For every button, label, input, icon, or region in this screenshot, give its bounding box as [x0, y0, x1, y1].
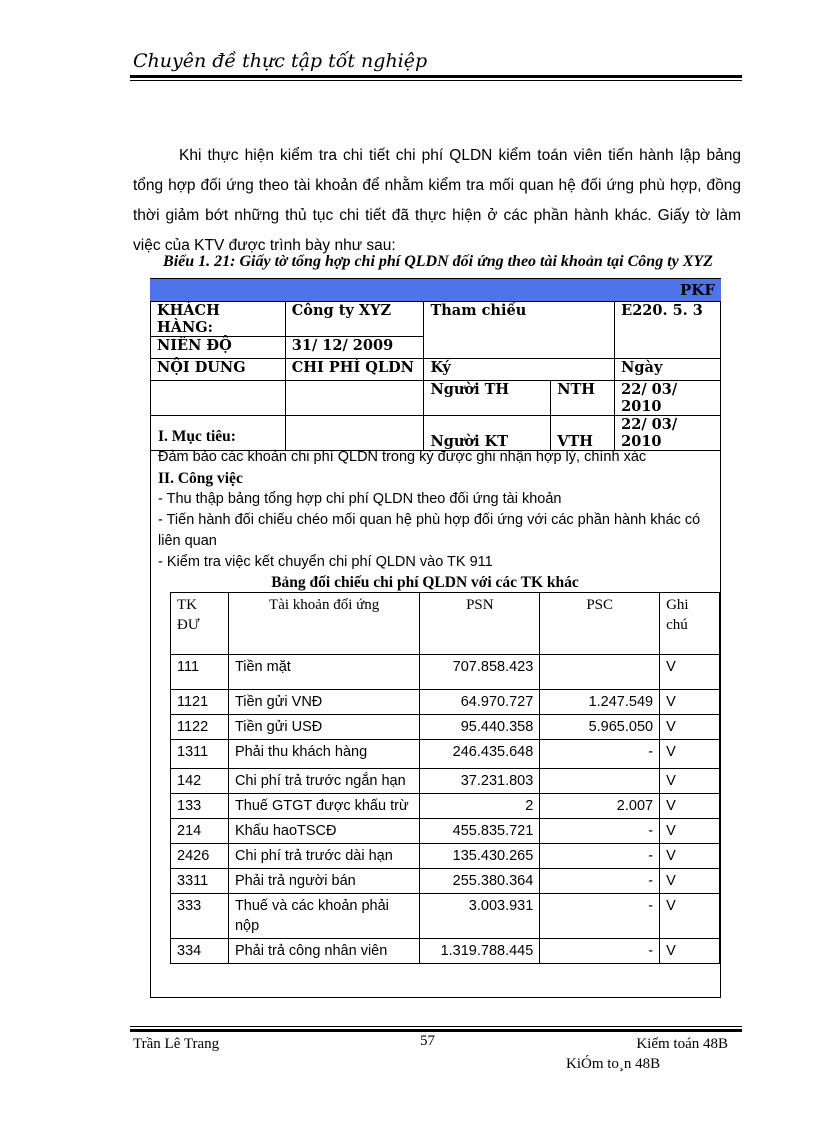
blank-cell	[151, 381, 286, 416]
preparer-value: NTH	[551, 381, 615, 416]
cell-credit: 2.007	[540, 794, 660, 819]
cell-note: V	[660, 690, 720, 715]
objective-text: Đảm bảo các khoản chi phí QLDN trong kỳ được ghi nhận hợp lý, chính xác	[158, 449, 647, 465]
client-label: KHÁCH HÀNG:	[151, 302, 286, 337]
blank-cell	[285, 381, 424, 416]
cell-account: 1121	[171, 690, 229, 715]
footer-rule-thick	[130, 1029, 742, 1032]
col-header-note: Ghi chú	[660, 593, 720, 655]
page-number: 57	[420, 1033, 435, 1049]
objectives-and-work	[158, 426, 716, 573]
preparer-date: 22/ 03/ 2010	[615, 381, 721, 416]
cell-credit: 1.247.549	[540, 690, 660, 715]
table-row	[171, 819, 720, 844]
cell-name: Phải trả công nhân viên	[228, 939, 419, 964]
cell-debit: 1.319.788.445	[420, 939, 540, 964]
header-rule-thin	[130, 80, 742, 81]
cell-account: 142	[171, 769, 229, 794]
cell-credit: -	[540, 869, 660, 894]
footer-rule-thin	[130, 1026, 742, 1027]
header-rule-thick	[130, 75, 742, 78]
footer-class: Kiểm toán 48B	[636, 1036, 728, 1052]
work-item: - Tiến hành đối chiếu chéo mối quan hệ phù hợp đối ứng với các phần hành khác có liên quan	[158, 512, 701, 549]
reviewer-label: Người KT	[424, 416, 551, 451]
footer-class-garbled: KiÓm to¸n 48B	[566, 1056, 661, 1072]
cell-note: V	[660, 769, 720, 794]
cell-name: Phải trả người bán	[228, 869, 419, 894]
cell-account: 1311	[171, 740, 229, 769]
work-item: - Thu thập bảng tổng hợp chi phí QLDN theo đối ứng tài khoản	[158, 491, 562, 507]
table-row	[171, 894, 720, 939]
cell-debit: 2	[420, 794, 540, 819]
table-row	[171, 715, 720, 740]
table-row	[171, 939, 720, 964]
col-header-debit: PSN	[420, 593, 540, 655]
cell-credit: -	[540, 894, 660, 939]
col-header-credit: PSC	[540, 593, 660, 655]
footer-author: Trần Lê Trang	[133, 1036, 220, 1052]
cell-name: Chi phí trả trước dài hạn	[228, 844, 419, 869]
cell-name: Tiền gửi VNĐ	[228, 690, 419, 715]
cell-debit: 135.430.265	[420, 844, 540, 869]
cell-credit: 5.965.050	[540, 715, 660, 740]
table-header-row	[171, 593, 720, 655]
firm-name: PKF	[680, 281, 715, 299]
table-row	[171, 794, 720, 819]
work-item: - Kiểm tra việc kết chuyển chi phí QLDN vào TK 911	[158, 554, 493, 570]
cell-note: V	[660, 894, 720, 939]
cell-credit: -	[540, 819, 660, 844]
cell-note: V	[660, 844, 720, 869]
page-header-title: Chuyên đề thực tập tốt nghiệp	[133, 50, 428, 72]
cell-name: Thuế GTGT được khấu trừ	[228, 794, 419, 819]
cell-debit: 3.003.931	[420, 894, 540, 939]
col-header-account: TK ĐƯ	[171, 593, 229, 655]
year-label: NIÊN ĐỘ	[151, 337, 286, 359]
reconciliation-table	[170, 592, 720, 964]
work-title: II. Công việc	[158, 470, 243, 487]
table-row	[171, 844, 720, 869]
cell-account: 1122	[171, 715, 229, 740]
cell-note: V	[660, 655, 720, 690]
cell-credit: -	[540, 740, 660, 769]
cell-name: Phải thu khách hàng	[228, 740, 419, 769]
reviewer-value: VTH	[551, 416, 615, 451]
objective-title: I. Mục tiêu:	[158, 428, 236, 445]
preparer-label: Người TH	[424, 381, 551, 416]
reconciliation-title: Bảng đối chiếu chi phí QLDN với các TK khác	[271, 574, 579, 591]
reviewer-date: 22/ 03/ 2010	[615, 416, 721, 451]
cell-note: V	[660, 939, 720, 964]
cell-note: V	[660, 740, 720, 769]
intro-paragraph: Khi thực hiện kiểm tra chi tiết chi phí QLDN kiểm toán viên tiến hành lập bảng tổng hợp đối ứng theo tài khoản để nhằm kiểm tra mối quan hệ đối ứng phù hợp, đồng thời giảm bớt những thủ tục chi tiết đã thực hiện ở các phần hành khác. Giấy tờ làm việc của KTV được trình bày như sau:	[133, 147, 741, 254]
cell-account: 133	[171, 794, 229, 819]
cell-debit: 455.835.721	[420, 819, 540, 844]
content-label: NỘI DUNG	[151, 359, 286, 381]
cell-note: V	[660, 715, 720, 740]
cell-account: 3311	[171, 869, 229, 894]
cell-account: 333	[171, 894, 229, 939]
year-value: 31/ 12/ 2009	[285, 337, 424, 359]
cell-debit: 37.231.803	[420, 769, 540, 794]
cell-debit: 64.970.727	[420, 690, 540, 715]
reference-value: E220. 5. 3	[615, 302, 721, 359]
date-label: Ngày	[615, 359, 721, 381]
table-row	[171, 655, 720, 690]
cell-credit	[540, 655, 660, 690]
cell-note: V	[660, 819, 720, 844]
cell-note: V	[660, 794, 720, 819]
cell-name: Thuế và các khoản phải nộp	[228, 894, 419, 939]
table-row	[171, 869, 720, 894]
cell-account: 214	[171, 819, 229, 844]
cell-debit: 95.440.358	[420, 715, 540, 740]
client-value: Công ty XYZ	[285, 302, 424, 337]
cell-note: V	[660, 869, 720, 894]
table-row	[171, 769, 720, 794]
table-row	[171, 740, 720, 769]
cell-name: Khấu haoTSCĐ	[228, 819, 419, 844]
cell-account: 2426	[171, 844, 229, 869]
table-row	[171, 690, 720, 715]
cell-debit: 246.435.648	[420, 740, 540, 769]
cell-debit: 255.380.364	[420, 869, 540, 894]
figure-caption: Biểu 1. 21: Giấy tờ tổng hợp chi phí QLDN đối ứng theo tài khoản tại Công ty XYZ	[163, 253, 713, 270]
cell-credit: -	[540, 939, 660, 964]
cell-name: Tiền gửi USĐ	[228, 715, 419, 740]
sign-label: Ký	[424, 359, 615, 381]
cell-name: Chi phí trả trước ngắn hạn	[228, 769, 419, 794]
cell-account: 111	[171, 655, 229, 690]
cell-credit: -	[540, 844, 660, 869]
cell-account: 334	[171, 939, 229, 964]
reference-label: Tham chiếu	[424, 302, 615, 359]
col-header-account-name: Tài khoản đối ứng	[228, 593, 419, 655]
cell-debit: 707.858.423	[420, 655, 540, 690]
firm-banner	[150, 279, 721, 301]
cell-name: Tiền mặt	[228, 655, 419, 690]
cell-credit	[540, 769, 660, 794]
content-value: CHI PHÍ QLDN	[285, 359, 424, 381]
